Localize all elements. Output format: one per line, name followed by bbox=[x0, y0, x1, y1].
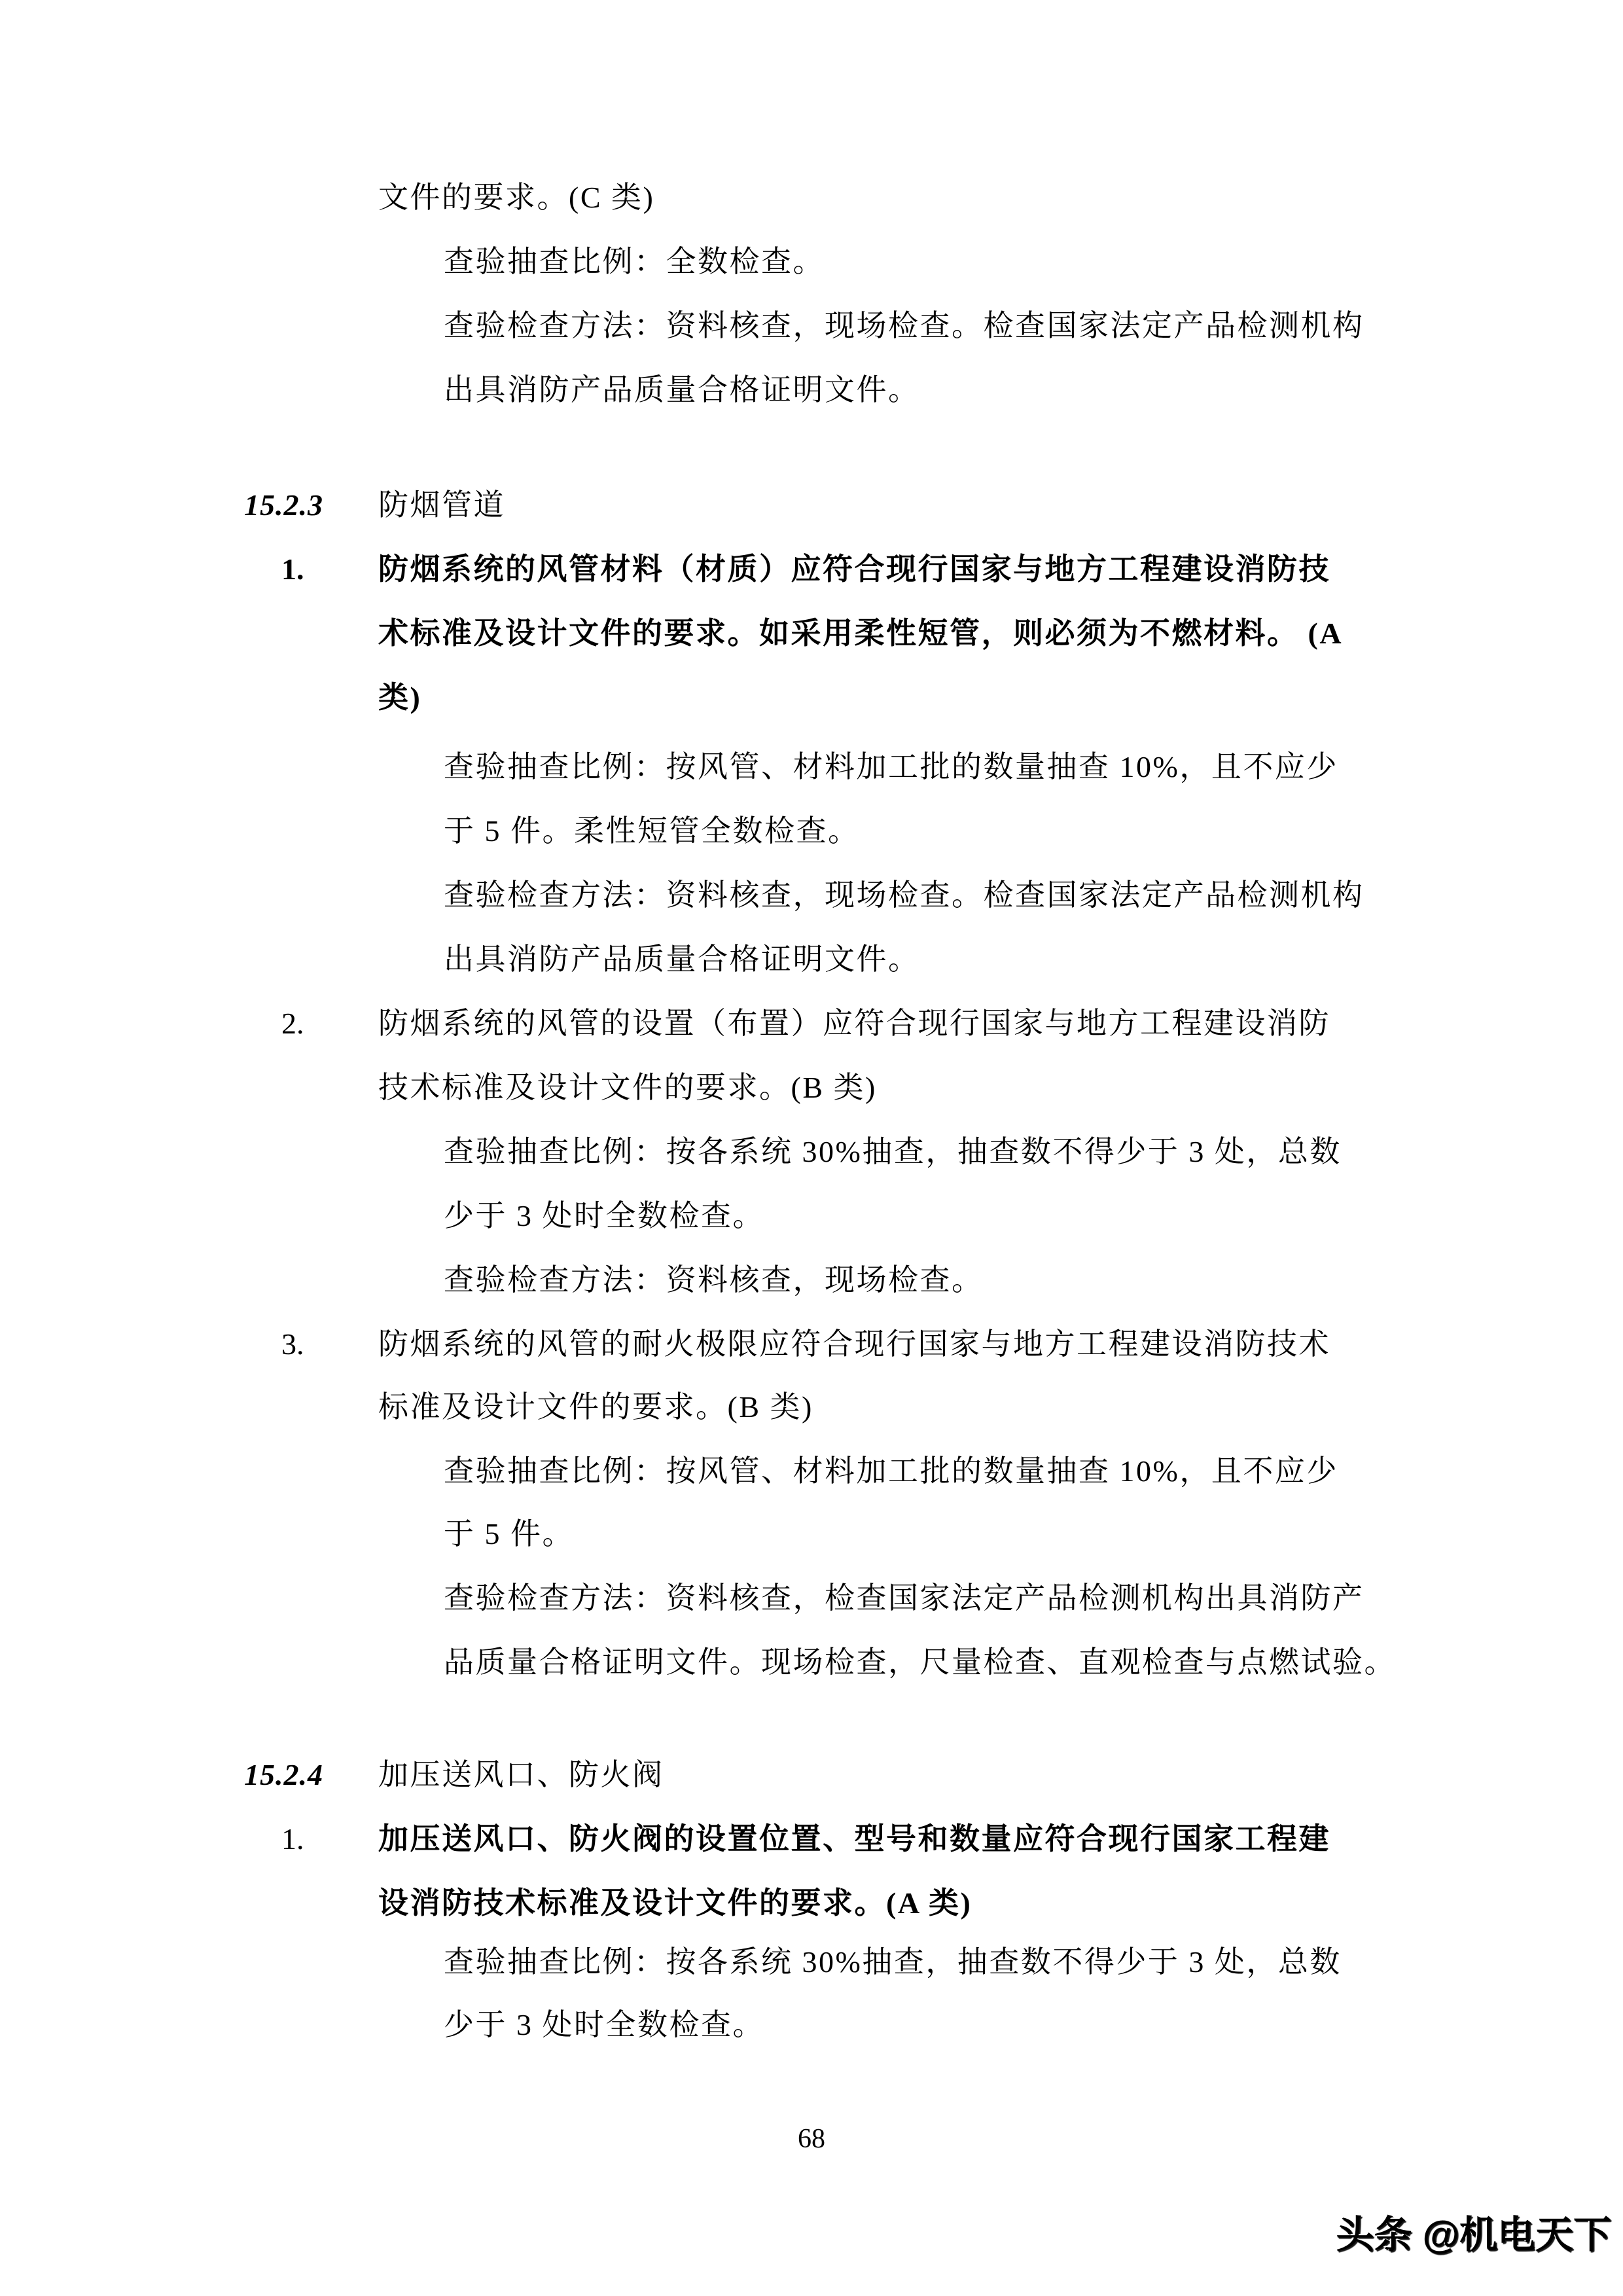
page-number: 68 bbox=[798, 2124, 825, 2154]
body-line: 术标准及设计文件的要求。如采用柔性短管，则必须为不燃材料。 (A bbox=[378, 617, 1344, 650]
check-ratio-line: 于 5 件。 bbox=[444, 1517, 574, 1551]
body-line: 标准及设计文件的要求。(B 类) bbox=[378, 1390, 813, 1424]
check-ratio-line: 少于 3 处时全数检查。 bbox=[444, 2008, 764, 2041]
check-ratio-line: 查验抽查比例：按各系统 30%抽查，抽查数不得少于 3 处，总数 bbox=[444, 1945, 1342, 1979]
section-number: 15.2.3 bbox=[244, 488, 323, 522]
item-text: 加压送风口、防火阀的设置位置、型号和数量应符合现行国家工程建 bbox=[378, 1822, 1330, 1856]
body-line: 类) bbox=[378, 681, 422, 714]
body-line: 文件的要求。(C 类) bbox=[378, 181, 655, 214]
list-item bbox=[281, 1324, 1330, 1365]
item-text: 防烟系统的风管的设置（布置）应符合现行国家与地方工程建设消防 bbox=[378, 1007, 1330, 1040]
list-item bbox=[281, 1003, 1330, 1044]
check-method-line: 查验检查方法：资料核查，现场检查。检查国家法定产品检测机构 bbox=[444, 878, 1364, 912]
check-method-line: 查验检查方法：资料核查，检查国家法定产品检测机构出具消防产 bbox=[444, 1581, 1364, 1615]
item-number: 2. bbox=[281, 1007, 304, 1040]
check-ratio-line: 查验抽查比例：全数检查。 bbox=[444, 245, 825, 278]
list-item bbox=[281, 549, 1330, 590]
section-heading bbox=[244, 485, 505, 526]
body-line: 设消防技术标准及设计文件的要求。(A 类) bbox=[378, 1886, 972, 1920]
item-number: 1. bbox=[281, 552, 304, 586]
check-ratio-line: 查验抽查比例：按各系统 30%抽查，抽查数不得少于 3 处，总数 bbox=[444, 1135, 1342, 1168]
check-method-line: 出具消防产品质量合格证明文件。 bbox=[444, 373, 920, 406]
item-text: 防烟系统的风管材料（材质）应符合现行国家与地方工程建设消防技 bbox=[378, 552, 1330, 586]
item-number: 1. bbox=[281, 1822, 304, 1856]
item-text: 防烟系统的风管的耐火极限应符合现行国家与地方工程建设消防技术 bbox=[378, 1327, 1330, 1361]
body-line: 技术标准及设计文件的要求。(B 类) bbox=[378, 1071, 877, 1104]
section-title: 防烟管道 bbox=[378, 488, 505, 522]
check-method-line: 出具消防产品质量合格证明文件。 bbox=[444, 942, 920, 976]
check-ratio-line: 查验抽查比例：按风管、材料加工批的数量抽查 10%，且不应少 bbox=[444, 750, 1338, 783]
check-method-line: 查验检查方法：资料核查，现场检查。检查国家法定产品检测机构 bbox=[444, 309, 1364, 342]
check-method-line: 查验检查方法：资料核查，现场检查。 bbox=[444, 1263, 984, 1297]
section-title: 加压送风口、防火阀 bbox=[378, 1758, 664, 1791]
section-heading bbox=[244, 1755, 664, 1795]
section-number: 15.2.4 bbox=[244, 1758, 323, 1791]
check-ratio-line: 少于 3 处时全数检查。 bbox=[444, 1199, 764, 1232]
check-method-line: 品质量合格证明文件。现场检查，尺量检查、直观检查与点燃试验。 bbox=[444, 1645, 1396, 1679]
check-ratio-line: 于 5 件。柔性短管全数检查。 bbox=[444, 814, 860, 848]
watermark: 头条 @机电天下 bbox=[1336, 2214, 1611, 2256]
check-ratio-line: 查验抽查比例：按风管、材料加工批的数量抽查 10%，且不应少 bbox=[444, 1454, 1338, 1488]
item-number: 3. bbox=[281, 1327, 304, 1361]
list-item bbox=[281, 1819, 1330, 1859]
